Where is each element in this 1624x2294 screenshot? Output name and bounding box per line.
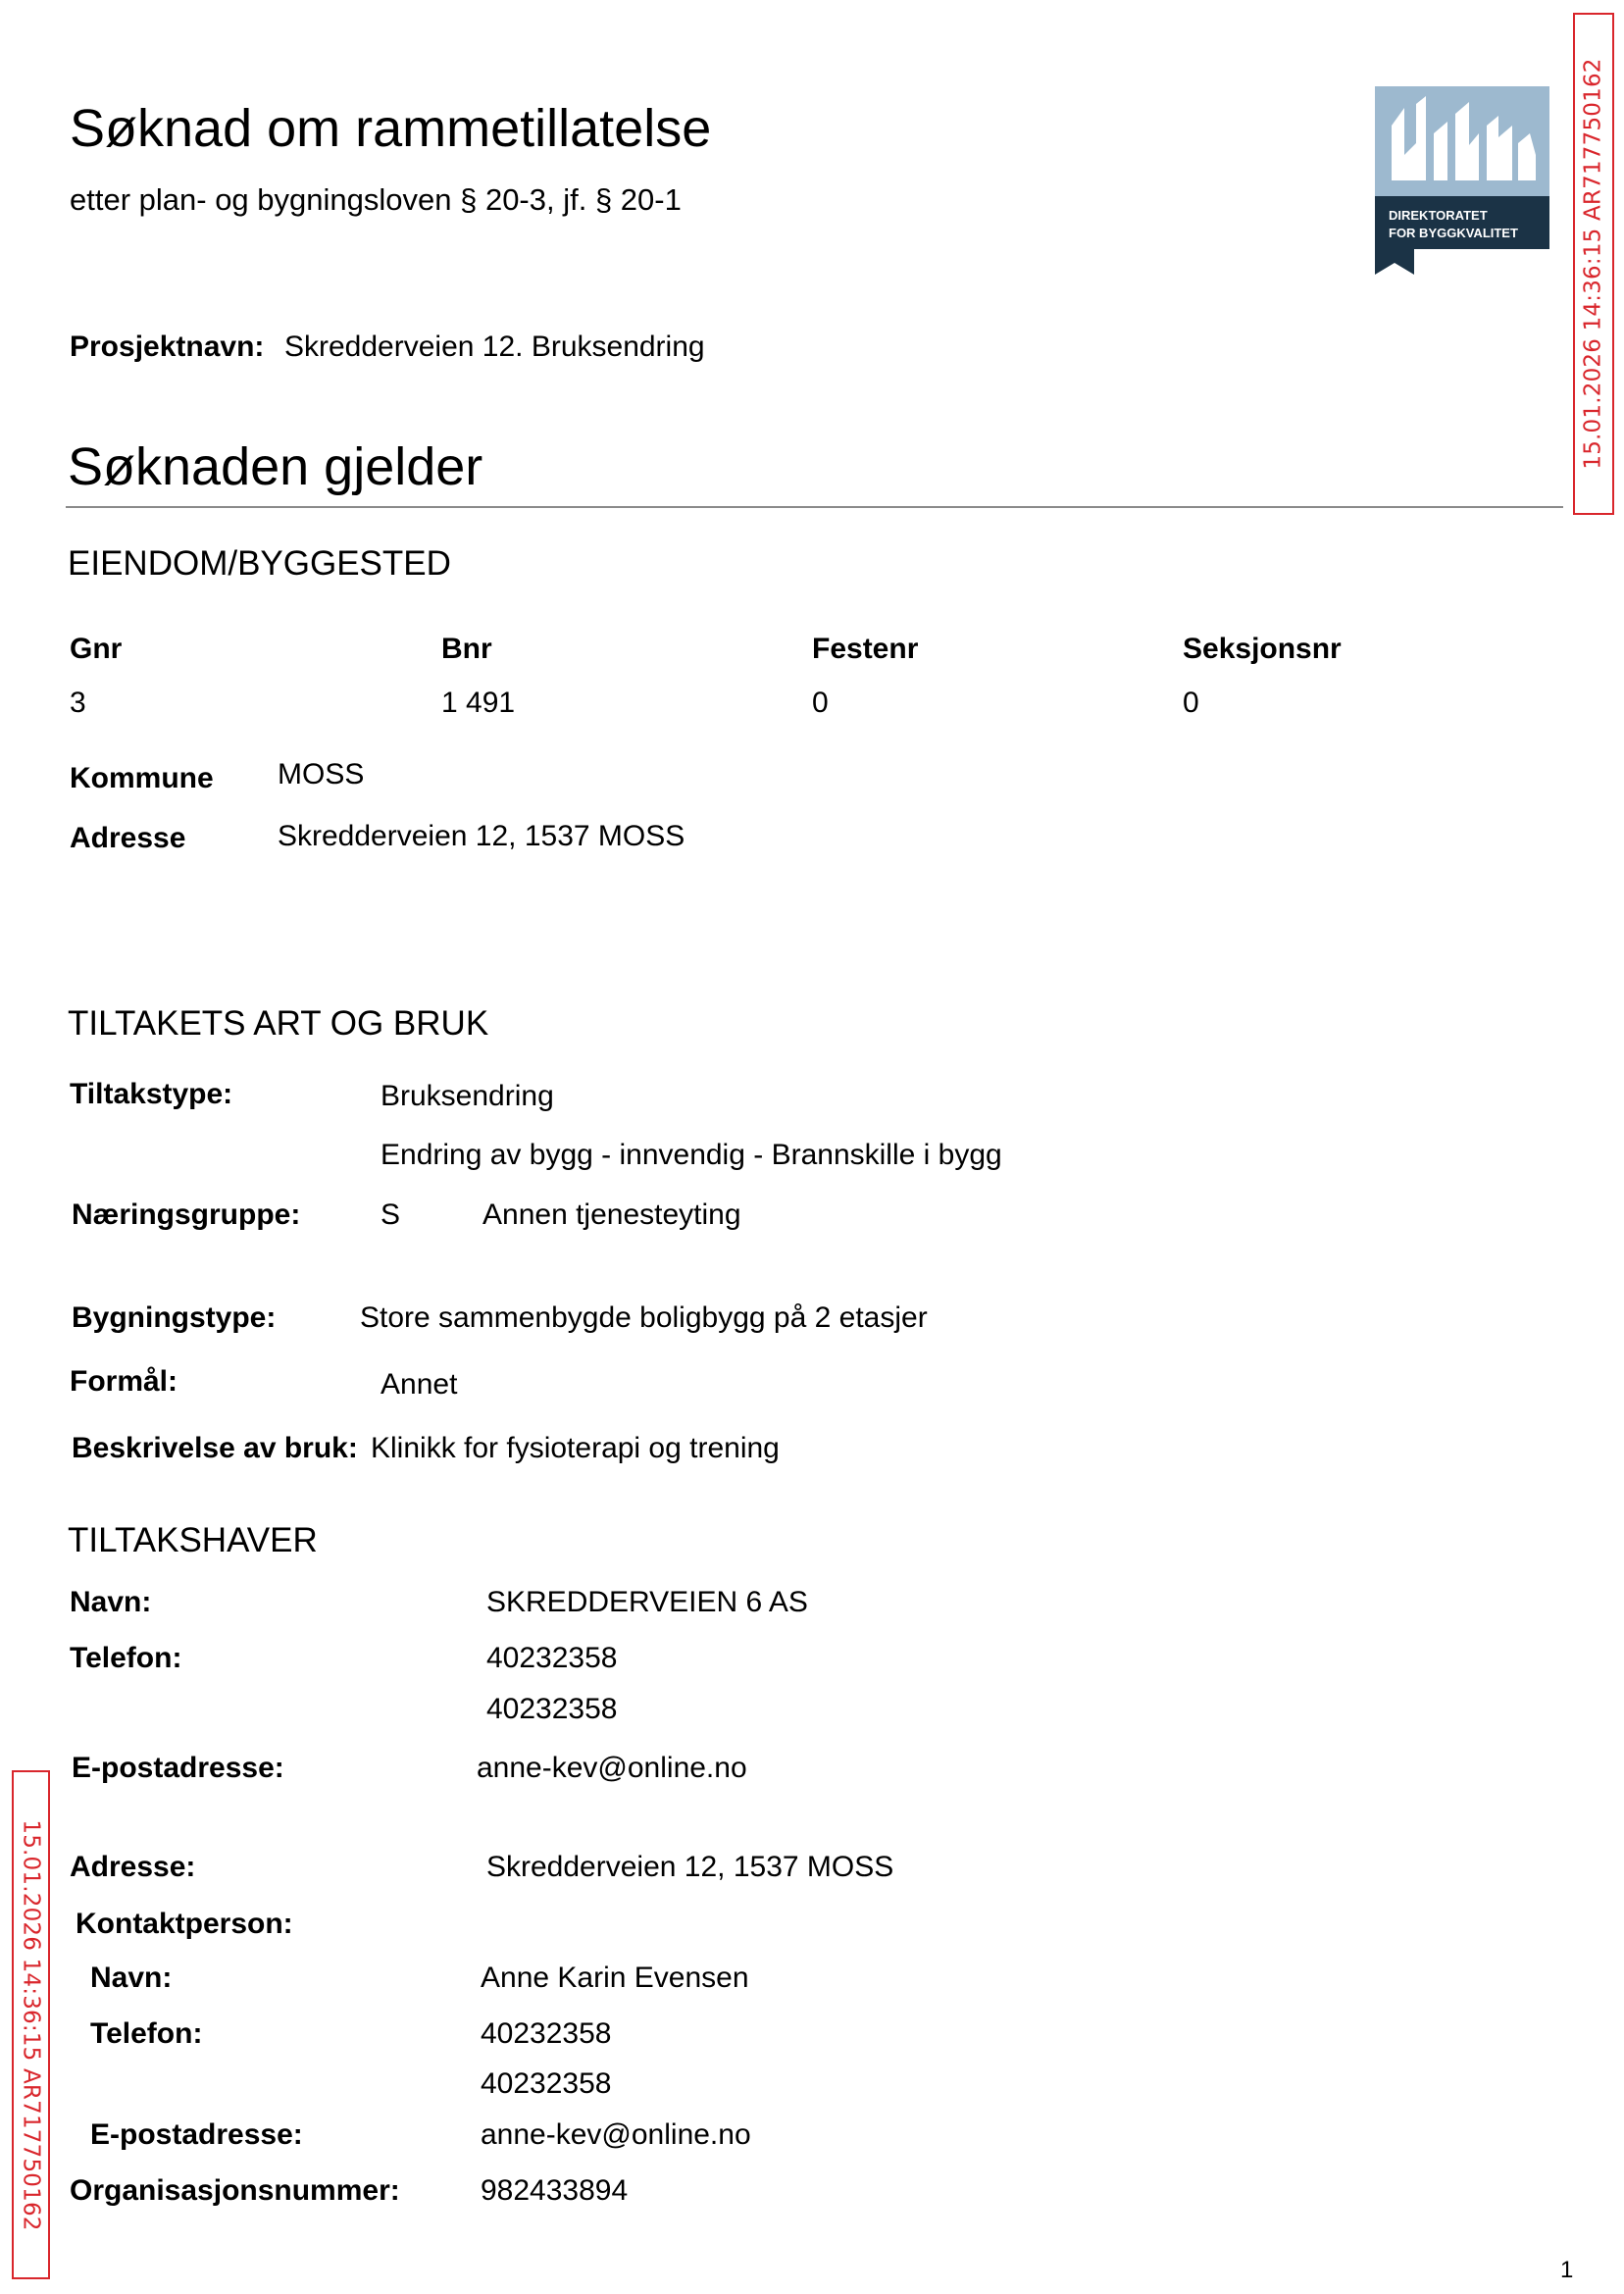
tiltakshaver-epost-label: E-postadresse: — [72, 1752, 284, 1784]
eiendom-adresse-value: Skredderveien 12, 1537 MOSS — [278, 820, 685, 852]
tiltakshaver-navn-value: SKREDDERVEIEN 6 AS — [486, 1586, 808, 1618]
column-header-gnr: Gnr — [70, 633, 123, 665]
document-subtitle: etter plan- og bygningsloven § 20-3, jf. § 20-1 — [70, 182, 682, 217]
kontakt-navn-label: Navn: — [90, 1962, 173, 1994]
column-header-festenr: Festenr — [812, 633, 919, 665]
tiltakshaver-adresse-value: Skredderveien 12, 1537 MOSS — [486, 1851, 894, 1883]
project-label: Prosjektnavn: — [70, 331, 265, 363]
tiltak-heading: TILTAKETS ART OG BRUK — [68, 1004, 489, 1043]
date-stamp-left: 15.01.2026 14:36:15 AR717750162 — [12, 1770, 50, 2279]
naeringsgruppe-code: S — [381, 1198, 401, 1231]
bygningstype-value: Store sammenbygde boligbygg på 2 etasjer — [360, 1301, 928, 1334]
tiltakshaver-adresse-label: Adresse: — [70, 1851, 196, 1883]
dibk-logo — [1375, 86, 1549, 275]
kontakt-epost-value: anne-kev@online.no — [481, 2118, 751, 2151]
logo-text-line1: DIREKTORATET — [1389, 208, 1488, 223]
beskrivelse-label: Beskrivelse av bruk: — [72, 1432, 358, 1464]
tiltakshaver-navn-label: Navn: — [70, 1586, 152, 1618]
column-header-seksjonsnr: Seksjonsnr — [1183, 633, 1342, 665]
tiltakshaver-telefon-value-2: 40232358 — [486, 1693, 618, 1725]
kontakt-epost-label: E-postadresse: — [90, 2118, 303, 2151]
kommune-value: MOSS — [278, 758, 365, 790]
tiltakshaver-epost-value: anne-kev@online.no — [477, 1752, 747, 1784]
tiltakshaver-telefon-value-1: 40232358 — [486, 1642, 618, 1674]
tiltakstype-value-1: Bruksendring — [381, 1080, 554, 1112]
tiltakstype-label: Tiltakstype: — [70, 1078, 233, 1110]
value-seksjonsnr: 0 — [1183, 687, 1199, 719]
kontakt-telefon-value-1: 40232358 — [481, 2017, 612, 2050]
orgnr-label: Organisasjonsnummer: — [70, 2174, 400, 2207]
formal-label: Formål: — [70, 1365, 178, 1398]
orgnr-value: 982433894 — [481, 2174, 629, 2207]
document-title: Søknad om rammetillatelse — [70, 99, 712, 158]
project-value: Skredderveien 12. Bruksendring — [284, 331, 705, 363]
tiltakstype-value-2: Endring av bygg - innvendig - Brannskille i bygg — [381, 1139, 1002, 1171]
tiltakshaver-telefon-label: Telefon: — [70, 1642, 182, 1674]
naeringsgruppe-label: Næringsgruppe: — [72, 1198, 301, 1231]
kontaktperson-label: Kontaktperson: — [76, 1908, 293, 1940]
section-title: Søknaden gjelder — [68, 437, 483, 496]
bygningstype-label: Bygningstype: — [72, 1301, 277, 1334]
formal-value: Annet — [381, 1368, 458, 1401]
kontakt-navn-value: Anne Karin Evensen — [481, 1962, 749, 1994]
naeringsgruppe-value: Annen tjenesteyting — [482, 1198, 741, 1231]
kommune-label: Kommune — [70, 762, 214, 794]
kontakt-telefon-value-2: 40232358 — [481, 2067, 612, 2100]
beskrivelse-value: Klinikk for fysioterapi og trening — [371, 1432, 780, 1464]
value-festenr: 0 — [812, 687, 829, 719]
eiendom-heading: EIENDOM/BYGGESTED — [68, 544, 451, 583]
tiltakshaver-heading: TILTAKSHAVER — [68, 1521, 318, 1559]
eiendom-adresse-label: Adresse — [70, 822, 186, 854]
value-gnr: 3 — [70, 687, 86, 719]
page-number: 1 — [1560, 2257, 1574, 2283]
value-bnr: 1 491 — [441, 687, 516, 719]
column-header-bnr: Bnr — [441, 633, 492, 665]
logo-text-line2: FOR BYGGKVALITET — [1389, 226, 1518, 240]
date-stamp-top: 15.01.2026 14:36:15 AR717750162 — [1573, 13, 1614, 515]
section-divider — [66, 506, 1563, 508]
kontakt-telefon-label: Telefon: — [90, 2017, 203, 2050]
